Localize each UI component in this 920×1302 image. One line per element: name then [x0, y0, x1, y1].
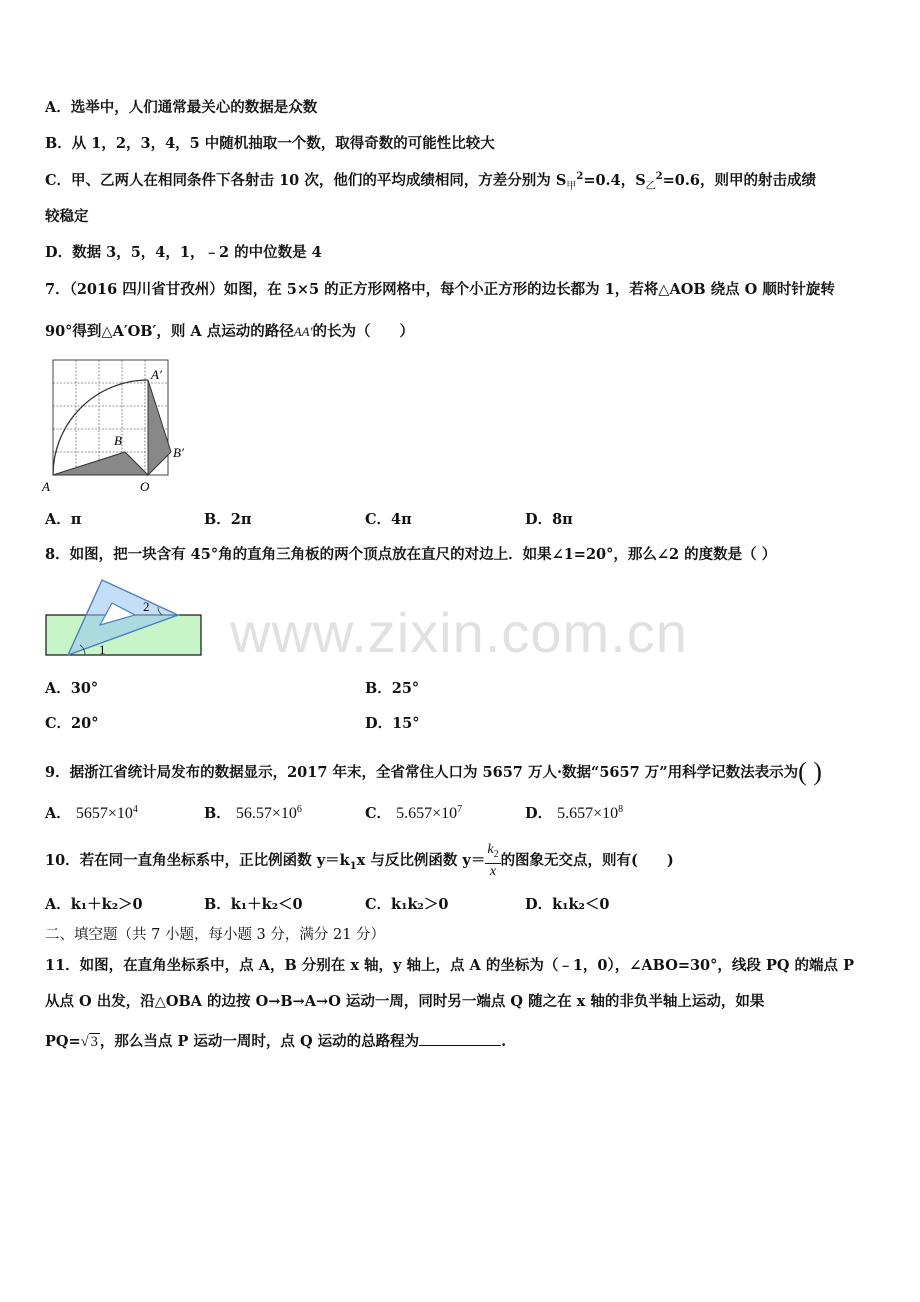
q7-figure [40, 355, 200, 495]
q10-option-d: D．k₁k₂＜0 [525, 896, 610, 913]
angle-2-label: 2 [143, 599, 150, 614]
q7-label-a-prime: A′ [151, 367, 162, 382]
q7-option-a: A．π [45, 511, 82, 528]
q11-stem-line1: 11．如图，在直角坐标系中，点 A，B 分别在 x 轴，y 轴上，点 A 的坐标为（﹣1，0），∠ABO=30°，线段 PQ 的端点 P [45, 957, 854, 974]
q9-option-c: C． $5.657\times 10^7$ [365, 804, 463, 822]
q7-stem-line1: 7．（2016 四川省甘孜州）如图，在 5×5 的正方形网格中，每个小正方形的边长都为 1，若将△AOB 绕点 O 顺时针旋转 [45, 281, 835, 298]
q8-option-d: D．15° [365, 715, 420, 732]
q6-option-c-cont: 较稳定 [45, 208, 89, 225]
q8-option-a: A．30° [45, 680, 99, 697]
section-heading: 二、填空题（共 7 小题，每小题 3 分，满分 21 分） [45, 927, 386, 943]
q7-option-c: C．4π [365, 511, 412, 528]
q10-stem: 10．若在同一直角坐标系中，正比例函数 $y=k_1x$ 与反比例函数 y＝ $\frac{k_2}{x}$ 的图象无交点，则有( ) [45, 842, 674, 879]
angle-1-label: 1 [99, 642, 106, 657]
q9-option-b: B． $56.57\times 10^6$ [204, 804, 302, 822]
q6-option-a: A．选举中，人们通常最关心的数据是众数 [45, 99, 318, 116]
q9-option-d: D． $5.657\times 10^8$ [525, 804, 624, 822]
sqrt-3: √ 3 [80, 1034, 98, 1050]
q10-option-c: C．k₁k₂＞0 [365, 896, 449, 913]
arc-aa-label: AA′ [293, 324, 313, 339]
q11-stem-line2: 从点 O 出发，沿△OBA 的边按 O→B→A→O 运动一周，同时另一端点 Q 随之在 x 轴的非负半轴上运动，如果 [45, 993, 765, 1010]
q6-option-d: D．数据 3，5，4，1，﹣2 的中位数是 4 [45, 244, 322, 261]
q7-stem-line2: 90°得到△A′OB′，则 A 点运动的路径AA′的长为（ ） [45, 323, 414, 340]
q10-option-b: B．k₁＋k₂＜0 [204, 896, 303, 913]
q7-label-b: B [114, 433, 122, 448]
q7-label-o: O [140, 479, 150, 494]
q10-option-a: A．k₁＋k₂＞0 [45, 896, 143, 913]
q11-stem-line3: PQ=√ 3 ，那么当点 P 运动一周时，点 Q 运动的总路程为 . [45, 1033, 507, 1050]
q9-option-a: A． $5657\times 10^4$ [45, 804, 138, 822]
q8-figure [40, 575, 210, 665]
watermark: www.zixin.com.cn [230, 601, 688, 664]
q7-option-b: B．2π [204, 511, 252, 528]
q6-option-b: B．从 1，2，3，4，5 中随机抽取一个数，取得奇数的可能性比较大 [45, 135, 495, 152]
q7-label-b-prime: B′ [173, 445, 184, 460]
q7-label-a: A [42, 479, 50, 494]
q7-option-d: D．8π [525, 511, 573, 528]
q8-stem: 8．如图，把一块含有 45°角的直角三角板的两个顶点放在直尺的对边上．如果∠1=20°，那么∠2 的度数是（ ） [45, 546, 777, 563]
answer-blank[interactable] [419, 1031, 501, 1046]
q8-option-c: C．20° [45, 715, 99, 732]
fraction-k2-over-x: $\frac{k_2}{x}$ [487, 842, 499, 879]
q8-option-b: B．25° [365, 680, 420, 697]
q6-option-c: C．甲、乙两人在相同条件下各射击 10 次，他们的平均成绩相同，方差分别为 $S_甲^2=0.4$，$S_乙^2=0.6$，则甲的射击成绩 [45, 171, 817, 192]
q9-stem: 9．据浙江省统计局发布的数据显示，2017 年末，全省常住人口为 5657 万人·数据“5657 万”用科学记数法表示为( ) [45, 757, 822, 786]
